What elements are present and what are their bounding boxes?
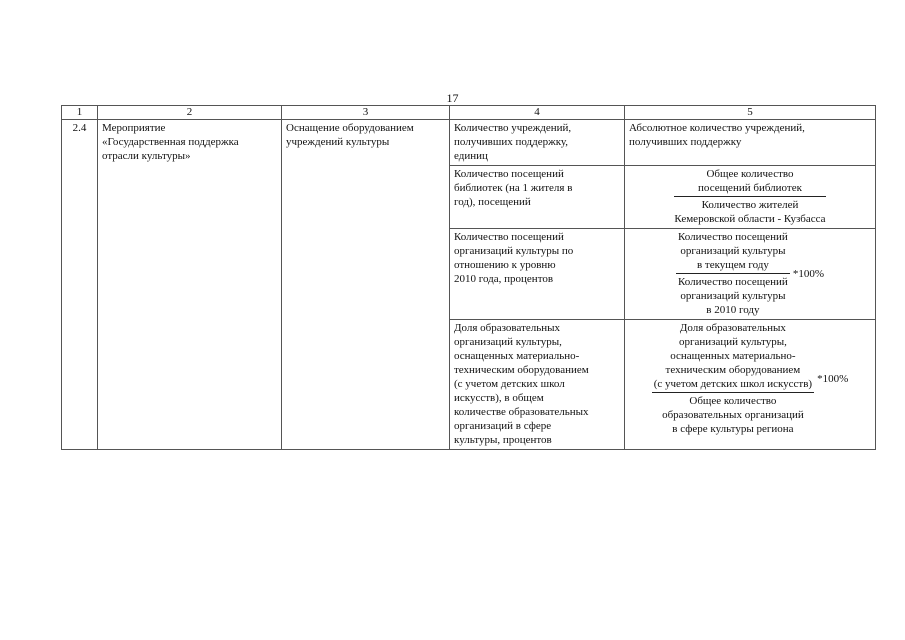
- table-row: [62, 120, 876, 166]
- formula-denominator: Количество посещений организаций культуры в 2010 году: [677, 276, 788, 316]
- header-cell-2: 2: [98, 106, 282, 120]
- indicator-name: Количество посещений организаций культуры по отношению к уровню 2010 года, процентов: [450, 229, 625, 320]
- page-number: 17: [446, 91, 459, 105]
- header-cell-1: 1: [62, 106, 98, 120]
- indicator-formula: Абсолютное количество учреждений, получивших поддержку: [625, 120, 876, 166]
- header-cell-3: 3: [282, 106, 450, 120]
- indicator-name: Доля образовательных организаций культуры, оснащенных материально- техническим оборудованием (с учетом детских школ искусств), в общем количестве образовательных организаций в сфере культуры, процентов: [450, 320, 625, 450]
- table-header-row: [62, 106, 876, 120]
- indicator-formula: [625, 229, 876, 320]
- formula-denominator: Количество жителей Кемеровской области - Кузбасса: [674, 199, 826, 225]
- formula-multiplier: *100%: [792, 267, 824, 280]
- indicator-name: Количество посещений библиотек (на 1 жителя в год), посещений: [450, 166, 625, 229]
- formula-numerator: Общее количество посещений библиотек: [674, 167, 825, 197]
- formula-fraction: [629, 321, 871, 436]
- formula-numerator: Количество посещений организаций культуры в текущем году: [676, 230, 790, 274]
- indicator-name: Количество учреждений, получивших поддержку, единиц: [450, 120, 625, 166]
- header-cell-5: 5: [625, 106, 876, 120]
- indicator-formula: [625, 166, 876, 229]
- header-cell-4: 4: [450, 106, 625, 120]
- formula-fraction: [629, 230, 871, 317]
- formula-multiplier: *100%: [817, 372, 849, 385]
- measure-content: Оснащение оборудованием учреждений культуры: [282, 120, 450, 450]
- formula-denominator: Общее количество образовательных организаций в сфере культуры региона: [662, 395, 804, 435]
- measure-name: Мероприятие «Государственная поддержка отрасли культуры»: [98, 120, 282, 450]
- formula-fraction: [629, 167, 871, 226]
- indicator-formula: [625, 320, 876, 450]
- row-code: 2.4: [62, 120, 98, 450]
- formula-numerator: Доля образовательных организаций культуры, оснащенных материально- техническим оборудованием (с учетом детских школ искусств): [652, 321, 814, 393]
- indicators-table: [61, 105, 876, 450]
